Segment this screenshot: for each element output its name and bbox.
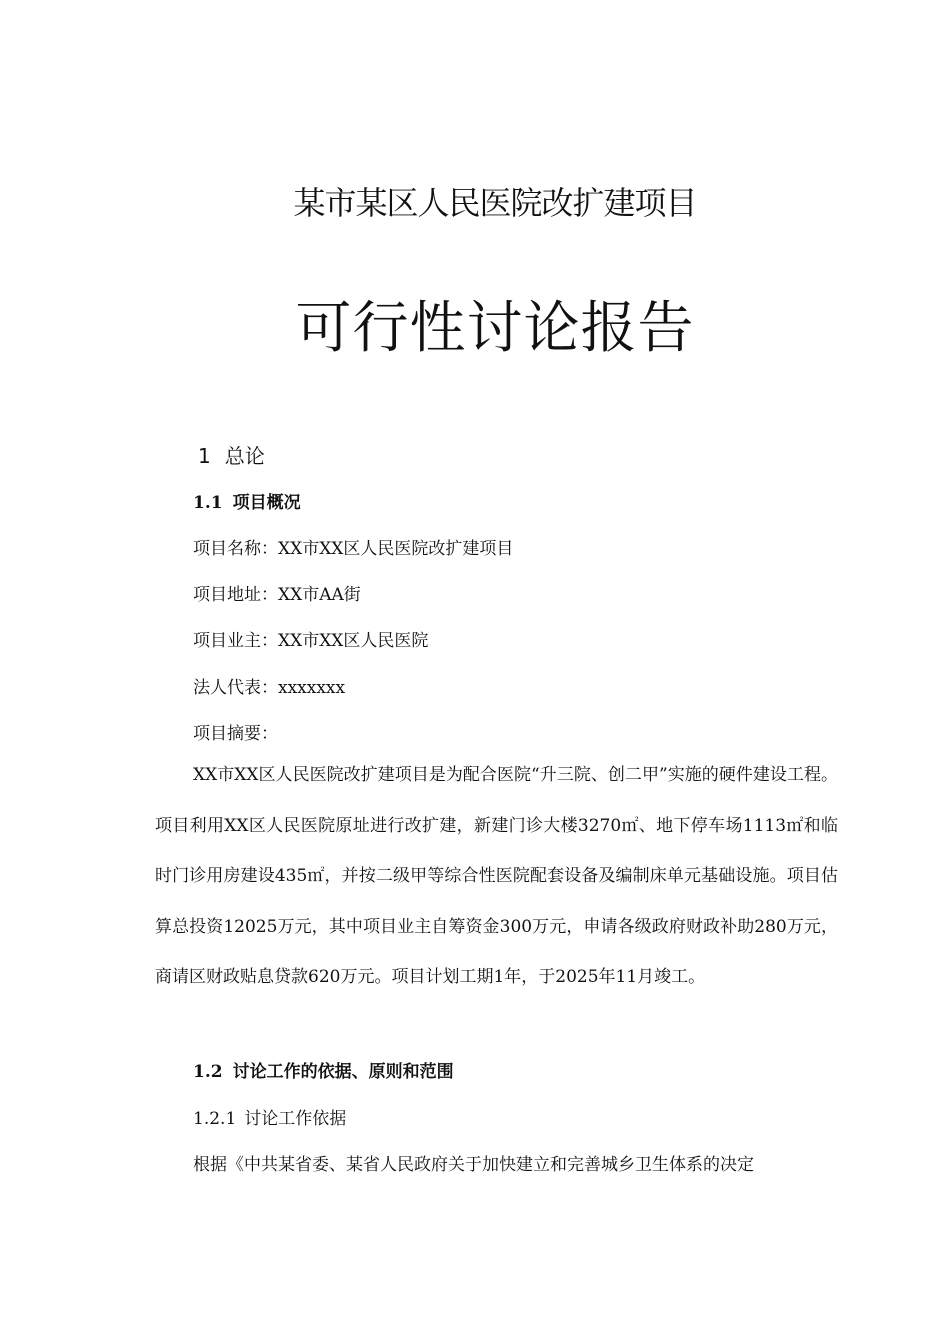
section-title: 项目概况 — [232, 493, 301, 513]
field-value: XX市XX区人民医院 — [278, 631, 429, 651]
field-value: xxxxxxx — [278, 678, 346, 698]
section-number: 1.2.1 — [193, 1109, 237, 1129]
field-value: XX市AA街 — [278, 585, 361, 605]
field-label: 项目名称： — [193, 539, 278, 559]
field-project-address — [193, 580, 361, 605]
section-heading-1-1 — [193, 488, 301, 513]
field-project-name — [193, 534, 513, 559]
section-heading-1-2 — [193, 1057, 454, 1082]
section-title: 总论 — [224, 444, 265, 468]
summary-label: 项目摘要： — [193, 724, 278, 744]
section-title: 讨论工作依据 — [244, 1109, 347, 1129]
section-heading-1-2-1 — [193, 1104, 346, 1129]
summary-paragraph: XX市XX区人民医院改扩建项目是为配合医院“升三院、创二甲”实施的硬件建设工程。项目利用XX区人民医院原址进行改扩建，新建门诊大楼3270㎡、地下停车场1113㎡和临时门诊用房建设435㎡，并按二级甲等综合性医院配套设备及编制床单元基础设施。项目估算总投资12025万元，其中项目业主自筹资金300万元，申请各级政府财政补助280万元，商请区财政贴息贷款620万元。项目计划工期1年，于2025年11月竣工。 — [155, 765, 838, 987]
section-number: 1 — [198, 444, 211, 468]
field-project-owner — [193, 626, 428, 651]
section-heading-1 — [198, 440, 265, 469]
section-number: 1.2 — [193, 1062, 223, 1082]
section-number: 1.1 — [193, 493, 223, 513]
field-label: 项目业主： — [193, 631, 278, 651]
field-legal-representative — [193, 673, 345, 698]
section-title: 讨论工作的依据、原则和范围 — [232, 1062, 454, 1082]
field-value: XX市XX区人民医院改扩建项目 — [278, 539, 514, 559]
field-label: 法人代表： — [193, 678, 278, 698]
field-label: 项目地址： — [193, 585, 278, 605]
document-title-line2: 可行性讨论报告 — [295, 296, 695, 361]
document-title-line1: 某市某区人民医院改扩建项目 — [293, 184, 697, 222]
basis-paragraph: 根据《中共某省委、某省人民政府关于加快建立和完善城乡卫生体系的决定 — [193, 1155, 754, 1175]
